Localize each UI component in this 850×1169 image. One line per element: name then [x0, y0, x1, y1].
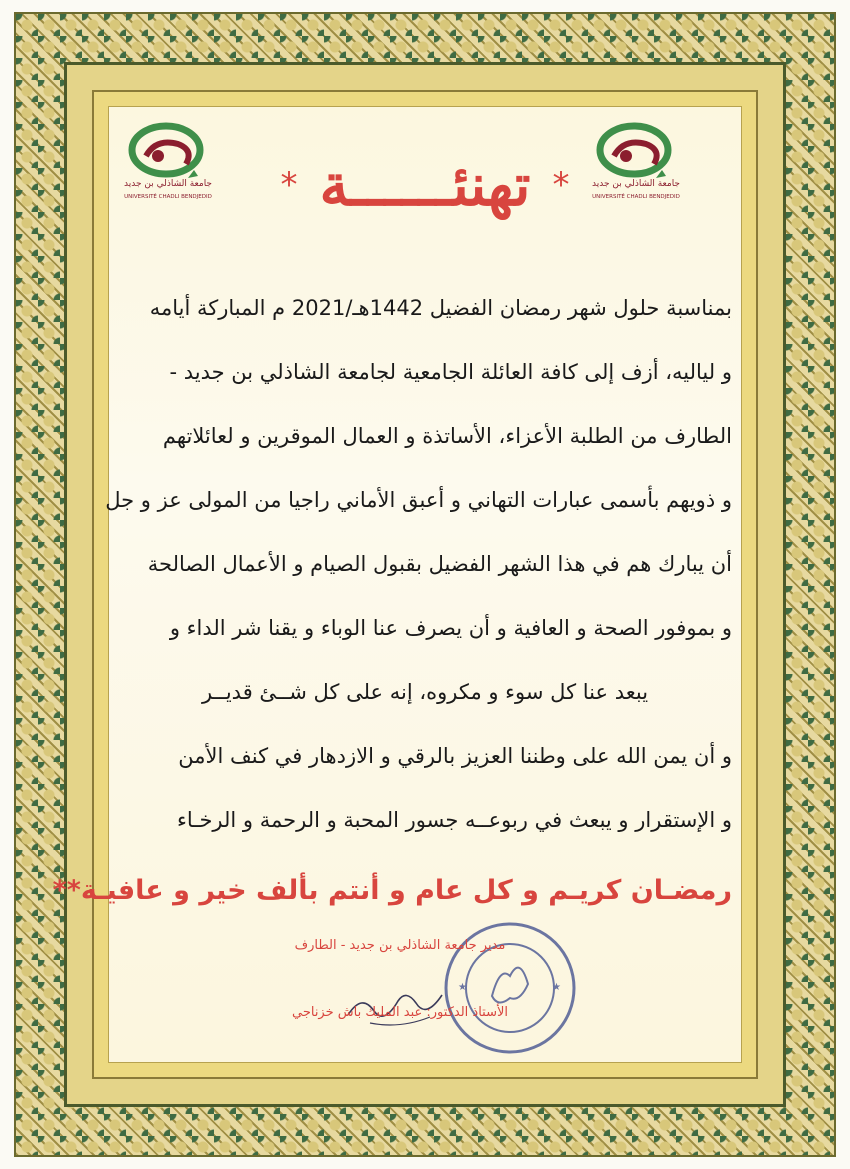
body-line: أن يبارك هم في هذا الشهر الفضيل بقبول الصيام و الأعمال الصالحة [147, 552, 732, 576]
star-icon: * [552, 165, 570, 205]
svg-text:★: ★ [458, 982, 467, 993]
greeting-body [105, 276, 732, 852]
body-line: و بموفور الصحة و العافية و أن يصرف عنا الوباء و يقنا شر الداء و [169, 616, 732, 640]
body-line: الطارف من الطلبة الأعزاء، الأساتذة و العمال الموقرين و لعائلاتهم [162, 424, 732, 448]
body-line: بمناسبة حلول شهر رمضان الفضيل 1442هـ/2021 م المباركة أيامه [149, 296, 732, 320]
signatory-name: الأستاذ الدكتور: عبد المليك باش خزناجي [291, 1005, 509, 1020]
star-icon: * [280, 165, 298, 205]
logo-name-fr: UNIVERSITÉ CHADLI BENDJEDID [124, 194, 212, 200]
svg-text:★: ★ [552, 982, 561, 993]
body-line: و لياليه، أزف إلى كافة العائلة الجامعية لجامعة الشاذلي بن جديد - [169, 360, 732, 384]
body-line: و الإستقرار و يبعث في ربوعــه جسور المحبة و الرحمة و الرخـاء [177, 808, 732, 832]
body-line: و أن يمن الله على وطننا العزيز بالرقي و الازدهار في كنف الأمن [178, 744, 732, 768]
logo-name-ar: جامعة الشاذلي بن جديد [591, 179, 681, 189]
page-title: تهنئــــــة [319, 151, 531, 219]
body-line: يبعد عنا كل سوء و مكروه، إنه على كل شــئ قديــر [201, 680, 649, 704]
logo-name-fr: UNIVERSITÉ CHADLI BENDJEDID [592, 194, 680, 200]
title-row [200, 140, 650, 230]
body-line: و ذويهم بأسمى عبارات التهاني و أعبق الأماني راجيا من المولى عز و جل [105, 488, 732, 512]
logo-name-ar: جامعة الشاذلي بن جديد [123, 179, 213, 189]
closing-wish: رمضـان كريـم و كل عام و أنتم بألف خير و عافيـة** [52, 875, 732, 906]
signatory-title: مدير جامعة الشاذلي بن جديد - الطارف [294, 938, 506, 953]
